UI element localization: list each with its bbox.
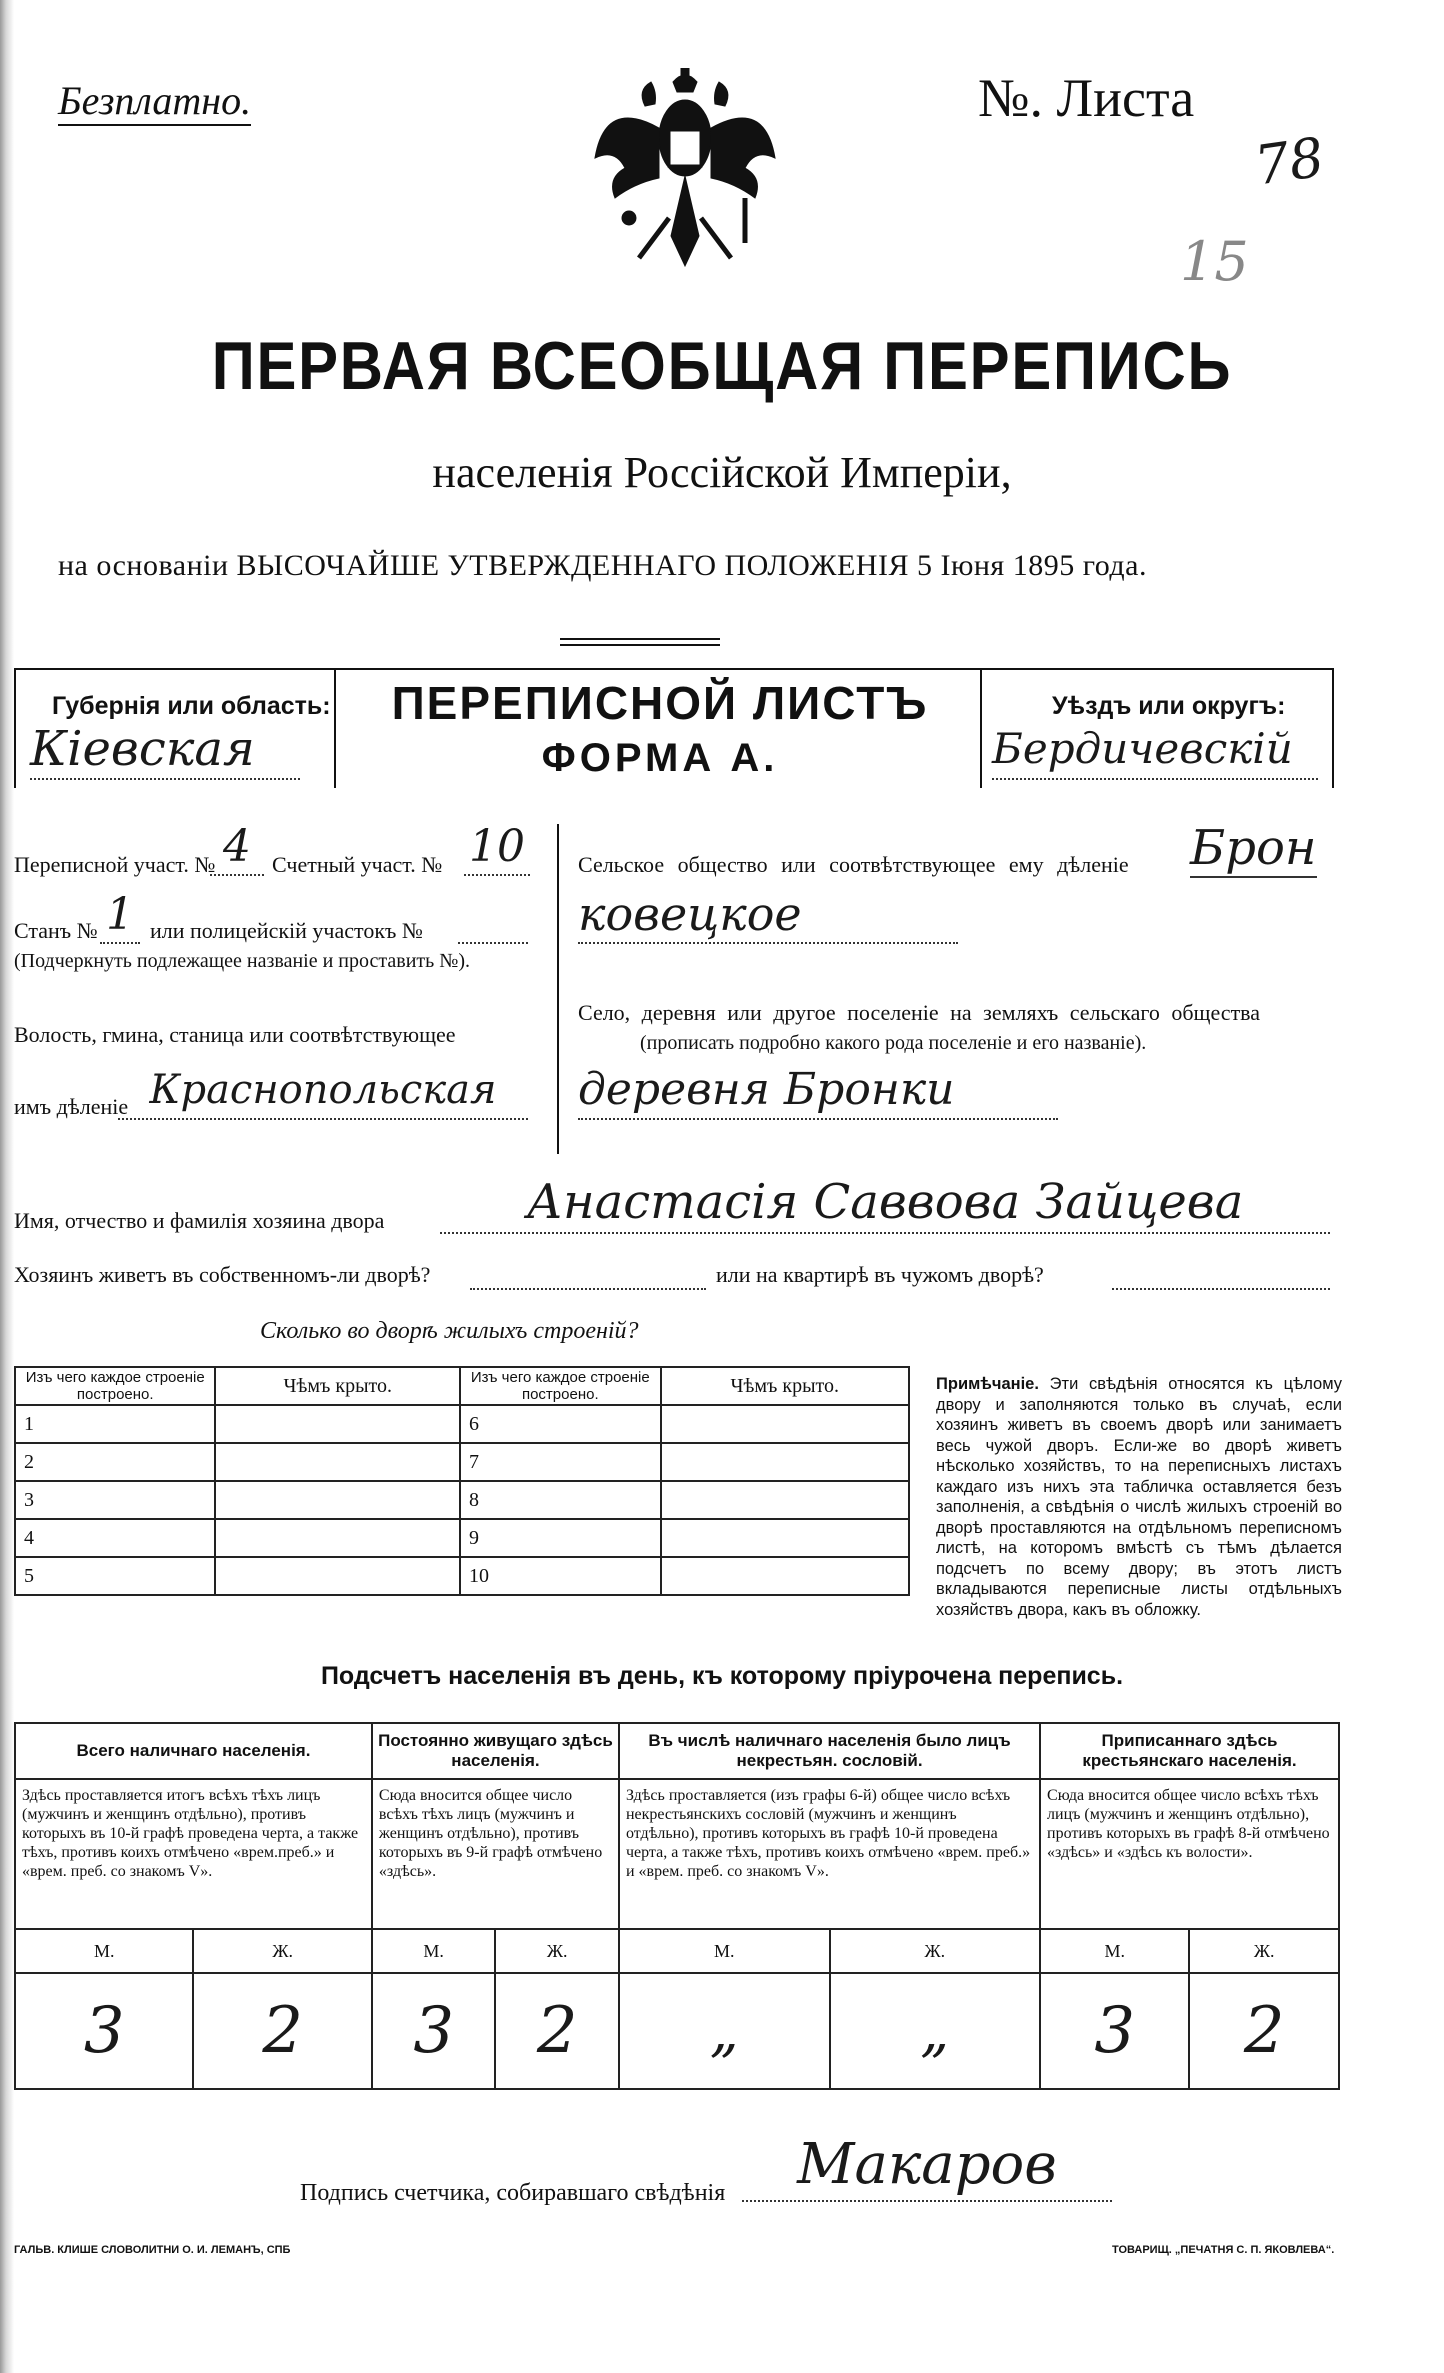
- col-roof-left: Чѣмъ крыто.: [215, 1367, 460, 1405]
- form-title: ПЕРЕПИСНОЙ ЛИСТЪ: [391, 677, 929, 729]
- stan-note: (Подчеркнуть подлежащее названіе и проставить №).: [14, 950, 470, 972]
- col-material-right: Изъ чего каждое строеніе построено.: [460, 1367, 660, 1405]
- male-header: М.: [619, 1929, 830, 1973]
- box-divider-2: [980, 668, 982, 788]
- society-label: Сельское общество или соотвѣтствующее ему дѣленіе: [578, 852, 1129, 877]
- tally-noncrest-female: „: [830, 1973, 1041, 2089]
- row-number: 6: [460, 1405, 660, 1443]
- document-title: ПЕРВАЯ ВСЕОБЩАЯ ПЕРЕПИСЬ: [211, 328, 1233, 404]
- police-station-label: или полицейскій участокъ №: [150, 918, 423, 943]
- note-lead: Примѣчаніе.: [936, 1375, 1039, 1393]
- tally-table: [14, 1722, 1340, 2090]
- note-paragraph: [936, 1374, 1342, 1620]
- owner-name-label: Имя, отчество и фамилія хозяина двора: [14, 1208, 385, 1233]
- owner-lives-label: Хозяинъ живетъ въ собственномъ-ли дворѣ?: [14, 1262, 431, 1287]
- free-label: Безплатно.: [58, 78, 251, 126]
- scan-edge: [0, 0, 14, 2373]
- tally-col-desc-noncrest: Здѣсь проставляется (изъ графы 6-й) общее число всѣхъ некрестьянскихъ сословій (мужчинъ и женщинъ отдѣльно), противъ которыхъ въ графѣ 10-й проведена черта, а также тѣхъ, противъ коихъ отмѣчено «врем. преб.» и «врем. преб. со знакомъ V».: [619, 1779, 1040, 1929]
- tally-col-desc-peasant: Сюда вносится общее число всѣхъ тѣхъ лицъ (мужчинъ и женщинъ отдѣльно), противъ которыхъ въ графѣ 8-й отмѣчено «здѣсь» и «здѣсь къ волости».: [1040, 1779, 1339, 1929]
- tally-total-female: 2: [193, 1973, 371, 2089]
- tally-total-male: 3: [15, 1973, 193, 2089]
- row-number: 5: [15, 1557, 215, 1595]
- district-label: Уѣздъ или округъ:: [1052, 692, 1286, 720]
- row-number: 10: [460, 1557, 660, 1595]
- printer-right: ТОВАРИЩ. „ПЕЧАТНЯ С. П. ЯКОВЛЕВА“.: [1112, 2244, 1335, 2256]
- table-row: [15, 1557, 909, 1595]
- count-section-value: 10: [464, 820, 530, 876]
- tally-peasant-male: 3: [1040, 1973, 1189, 2089]
- row-number: 8: [460, 1481, 660, 1519]
- table-row: [15, 1481, 909, 1519]
- volost-value: Краснопольская: [118, 1062, 528, 1120]
- note-text: Эти свѣдѣнія относятся къ цѣлому двору и заполняются только въ случаѣ, если хозяинъ живетъ въ своемъ дворѣ или занимаетъ весь чужой дворъ. Если-же во дворѣ живетъ нѣсколько хозяйствъ, то на переписныхъ листахъ каждаго изъ нихъ эта табличка оставляется безъ заполненія, а свѣдѣнія о числѣ жилыхъ строеній во дворѣ проставляются на отдѣльномъ переписномъ листѣ, на которомъ вмѣстѣ съ тѣмъ дѣлается подсчетъ по всему двору; въ этотъ листъ вкладываются переписные листы отдѣльныхъ хозяйствъ двора, какъ въ обложку.: [936, 1375, 1342, 1619]
- tally-col-title-total: Всего наличнаго населенія.: [15, 1723, 372, 1779]
- tally-noncrest-male: „: [619, 1973, 830, 2089]
- buildings-table: [14, 1366, 910, 1596]
- tally-col-desc-permanent: Сюда вносится общее число всѣхъ тѣхъ лицъ (мужчинъ и женщинъ отдѣльно), противъ которыхъ въ 9-й графѣ отмѣчено «здѣсь».: [372, 1779, 619, 1929]
- table-row: [15, 1519, 909, 1557]
- male-header: М.: [372, 1929, 496, 1973]
- volost-label: Волость, гмина, станица или соотвѣтствующее: [14, 1022, 456, 1047]
- row-number: 7: [460, 1443, 660, 1481]
- col-roof-right: Чѣмъ крыто.: [661, 1367, 909, 1405]
- document-subtitle: населенія Россійской Имперіи,: [432, 448, 1012, 497]
- stan-value: 1: [100, 888, 140, 944]
- police-station-value: [458, 922, 528, 944]
- sheet-number-label: №. Листа: [978, 68, 1195, 128]
- location-divider: [557, 824, 559, 1154]
- sheet-number-handwritten-2: 15: [1180, 230, 1249, 293]
- census-section-label: Переписной участ. №: [14, 852, 216, 877]
- row-number: 1: [15, 1405, 215, 1443]
- female-header: Ж.: [830, 1929, 1041, 1973]
- signature-value: Макаров: [742, 2130, 1112, 2202]
- row-number: 4: [15, 1519, 215, 1557]
- tally-col-title-noncrest: Въ числѣ наличнаго населенія было лицъ некрестьян. сословій.: [619, 1723, 1040, 1779]
- apartment-value: [1112, 1270, 1330, 1290]
- province-label: Губернія или область:: [52, 692, 331, 720]
- table-row: [15, 1405, 909, 1443]
- row-number: 3: [15, 1481, 215, 1519]
- female-header: Ж.: [1189, 1929, 1339, 1973]
- row-number: 9: [460, 1519, 660, 1557]
- col-material-left: Изъ чего каждое строеніе построено.: [15, 1367, 215, 1405]
- imperial-eagle-emblem: [585, 68, 785, 278]
- count-section-label: Счетный участ. №: [272, 852, 443, 877]
- legal-basis: на основаніи ВЫСОЧАЙШЕ УТВЕРЖДЕННАГО ПОЛОЖЕНІЯ 5 Іюня 1895 года.: [58, 549, 1147, 582]
- form-subtitle: ФОРМА А.: [541, 736, 779, 780]
- tally-col-title-permanent: Постоянно живущаго здѣсь населенія.: [372, 1723, 619, 1779]
- volost-label-2: имъ дѣленіе: [14, 1094, 129, 1119]
- buildings-question: Сколько во дворѣ жилыхъ строеній?: [260, 1318, 639, 1344]
- owner-lives-value: [470, 1270, 706, 1290]
- male-header: М.: [15, 1929, 193, 1973]
- table-row: [15, 1443, 909, 1481]
- signature-label: Подпись счетчика, собиравшаго свѣдѣнія: [300, 2180, 726, 2206]
- male-header: М.: [1040, 1929, 1189, 1973]
- village-note: (прописать подробно какого рода поселеніе и его названіе).: [640, 1032, 1147, 1054]
- stan-label: Станъ №: [14, 918, 98, 943]
- tally-permanent-female: 2: [495, 1973, 619, 2089]
- sheet-number-handwritten: 78: [1250, 125, 1328, 198]
- society-value-1: Брон: [1190, 820, 1317, 876]
- society-value-2: ковецкое: [578, 886, 958, 944]
- tally-peasant-female: 2: [1189, 1973, 1339, 2089]
- printer-left: ГАЛЬВ. КЛИШЕ СЛОВОЛИТНИ О. И. ЛЕМАНЪ, СПБ: [14, 2244, 291, 2256]
- box-left-edge: [14, 668, 16, 788]
- village-label: Село, деревня или другое поселеніе на земляхъ сельскаго общества: [578, 1000, 1261, 1025]
- province-value: Кіевская: [30, 720, 300, 780]
- owner-name-value: Анастасія Саввова Зайцева: [440, 1172, 1330, 1234]
- tally-heading: Подсчетъ населенія въ день, къ которому пріурочена перепись.: [320, 1662, 1124, 1690]
- ornament-divider: [560, 638, 720, 646]
- village-value: деревня Бронки: [578, 1062, 1058, 1120]
- tally-col-desc-total: Здѣсь проставляется итогъ всѣхъ тѣхъ лицъ (мужчинъ и женщинъ отдѣльно), противъ которыхъ въ 10-й графѣ проведена черта, а также тѣхъ, противъ коихъ отмѣчено «врем.преб.» и «врем. преб. со знакомъ V».: [15, 1779, 372, 1929]
- district-value: Бердичевскій: [992, 720, 1318, 780]
- box-divider-1: [334, 668, 336, 788]
- row-number: 2: [15, 1443, 215, 1481]
- census-section-value: 4: [210, 820, 264, 876]
- apartment-label: или на квартирѣ въ чужомъ дворѣ?: [716, 1262, 1044, 1287]
- tally-permanent-male: 3: [372, 1973, 496, 2089]
- tally-col-title-peasant: Приписаннаго здѣсь крестьянскаго населенія.: [1040, 1723, 1339, 1779]
- female-header: Ж.: [495, 1929, 619, 1973]
- box-right-edge: [1332, 668, 1334, 788]
- female-header: Ж.: [193, 1929, 371, 1973]
